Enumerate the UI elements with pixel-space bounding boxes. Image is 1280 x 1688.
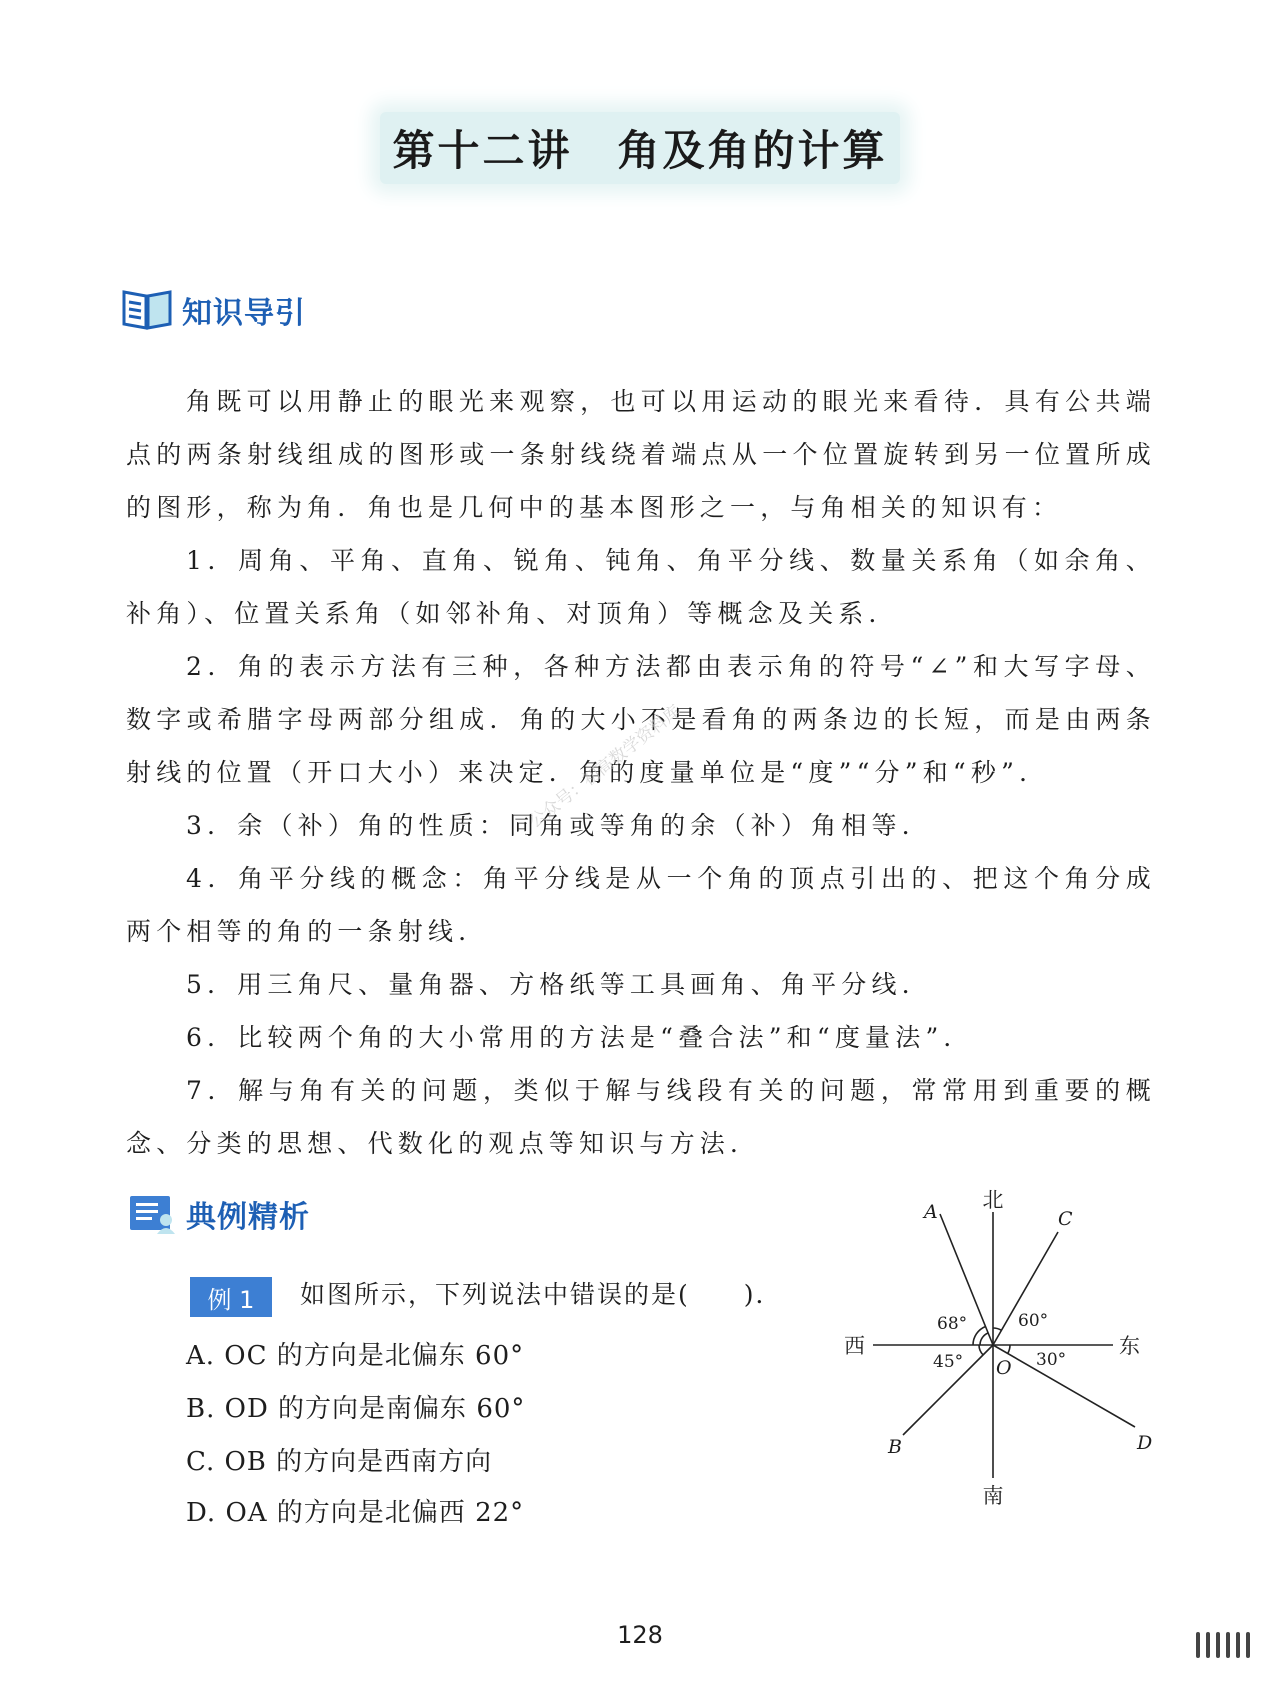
angle-label-60: 60° [1018, 1311, 1049, 1331]
corner-mark [1196, 1632, 1250, 1658]
label-a: A [924, 1201, 938, 1223]
section-examples-label: 典例精析 [186, 1200, 310, 1235]
intro-paragraph: 角既可以用静止的眼光来观察，也可以用运动的眼光来看待．具有公共端点的两条射线组成的图形或一条射线绕着端点从一个位置旋转到另一位置所成的图形，称为角．角也是几何中的基本图形之一，与角相关的知识有： [126, 387, 1156, 522]
label-d: D [1137, 1432, 1153, 1454]
angle-label-68: 68° [937, 1314, 968, 1334]
label-b: B [888, 1436, 902, 1458]
knowledge-point-2: 2．角的表示方法有三种，各种方法都由表示角的符号“∠”和大写字母、数字或希腊字母两部分组成．角的大小不是看角的两条边的长短，而是由两条射线的位置（开口大小）来决定．角的度量单位是“度”“分”和“秒”． [126, 652, 1156, 787]
knowledge-point-7: 7．解与角有关的问题，类似于解与线段有关的问题，常常用到重要的概念、分类的思想、代数化的观点等知识与方法． [126, 1076, 1156, 1158]
example-question: 如图所示，下列说法中错误的是( )． [300, 1280, 783, 1309]
label-c: C [1058, 1208, 1073, 1230]
label-south: 南 [982, 1484, 1004, 1508]
watermark: 公众号：初高数学资料库 [525, 701, 686, 833]
section-knowledge-header [120, 288, 306, 332]
title-banner [380, 112, 900, 184]
book-icon [120, 288, 174, 332]
angle-label-45: 45° [933, 1352, 964, 1372]
knowledge-point-4: 4．角平分线的概念：角平分线是从一个角的顶点引出的、把这个角分成两个相等的角的一条射线． [126, 864, 1156, 946]
option-d: D. OA 的方向是北偏西 22° [186, 1498, 525, 1528]
arc-60 [993, 1328, 1002, 1330]
knowledge-point-6: 6．比较两个角的大小常用的方法是“叠合法”和“度量法”． [186, 1023, 974, 1052]
example-tag: 例 1 [190, 1277, 272, 1317]
knowledge-point-5: 5．用三角尺、量角器、方格纸等工具画角、角平分线． [186, 970, 932, 999]
compass-angle-figure [830, 1185, 1170, 1515]
section-knowledge-label: 知识导引 [182, 296, 306, 331]
arc-45 [979, 1345, 983, 1355]
presentation-icon [128, 1192, 178, 1236]
label-north: 北 [982, 1188, 1004, 1212]
knowledge-point-1: 1．周角、平角、直角、锐角、钝角、角平分线、数量关系角（如余角、补角）、位置关系角（如邻补角、对顶角）等概念及关系． [126, 546, 1156, 628]
knowledge-point-3: 3．余（补）角的性质：同角或等角的余（补）角相等． [186, 811, 932, 840]
section-examples-header [128, 1192, 310, 1236]
option-a: A. OC 的方向是北偏东 60° [186, 1341, 525, 1371]
label-o: O [996, 1357, 1012, 1379]
angle-label-30: 30° [1036, 1350, 1067, 1370]
option-c: C. OB 的方向是西南方向 [186, 1447, 493, 1477]
arc-30 [1008, 1345, 1010, 1354]
page-number: 128 [617, 1621, 663, 1649]
option-b: B. OD 的方向是南偏东 60° [186, 1394, 526, 1424]
page-title: 第十二讲 角及角的计算 [392, 126, 888, 175]
label-west: 西 [844, 1334, 865, 1358]
arc-68-inner [980, 1333, 988, 1345]
label-east: 东 [1119, 1334, 1140, 1358]
